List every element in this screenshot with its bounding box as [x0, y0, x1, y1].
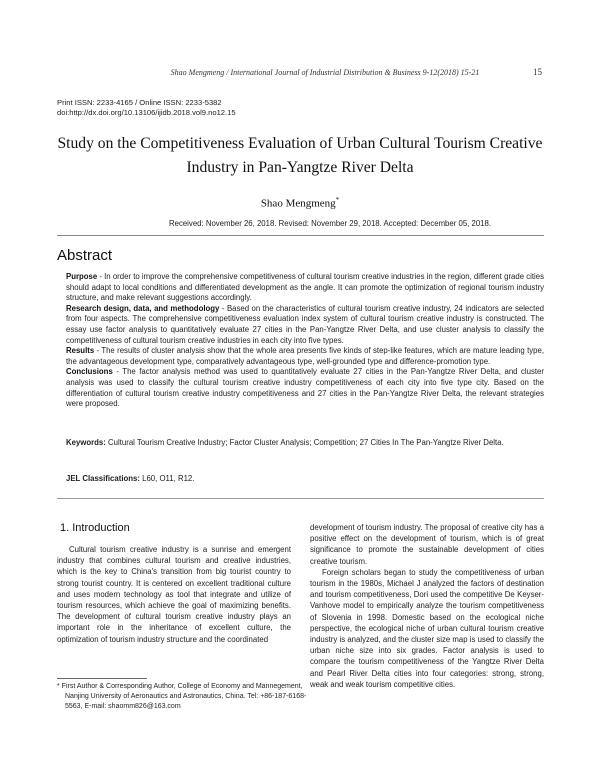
footnote-body: First Author & Corresponding Author, College of Economy and Mannegement, Nanjing University of Aeronautics and Astronautics, China. Tel: +86-187-6168-5563, E-mail: shaomm826@163.com	[59, 683, 307, 710]
conclusions-label: Conclusions	[66, 367, 113, 377]
purpose-text: - In order to improve the comprehensive competitiveness of cultural tourism creative industries in the region, different grade cities should adapt to local conditions and differentiated development as the angle. It can promote the optimization of regional tourism industry structure, and make relevant suggestions accordingly.	[66, 272, 544, 303]
author-line	[0, 196, 600, 210]
intro-paragraph: Foreign scholars began to study the competitiveness of urban tourism in the 1980s, Michael J analyzed the factors of destination and tourism competitiveness, Dori used the competitive De Keyser-Vanhove model to empirically analyze the tourism competitiveness of Slovenia in 1998. Domestic based on the ecological niche perspective, the ecological niche of urban cultural tourism creative industry is analyzed, and the cluster size map is used to classify the urban niche size into six grades. Factor analysis is used to compare the tourism competitiveness of the Yangtze River Delta and Pearl River Delta cities into four categories: strong, strong, weak and weak tourism competitive cities.	[310, 567, 544, 689]
divider	[57, 235, 544, 236]
running-header: Shao Mengmeng / International Journal of Industrial Distribution & Business 9-12(2018) 15-21	[170, 68, 480, 77]
abstract-heading: Abstract	[57, 247, 113, 264]
abstract-conclusions	[66, 367, 544, 409]
results-label: Results	[66, 346, 95, 356]
jel-label: JEL Classifications:	[66, 474, 140, 483]
footnote-text	[57, 682, 307, 712]
doi-link[interactable]: doi:http://dx.doi.org/10.13106/ijidb.2018.vol9.no12.15	[57, 108, 236, 117]
issn-line: Print ISSN: 2233-4165 / Online ISSN: 2233-5382	[57, 98, 222, 107]
keywords-label: Keywords:	[66, 438, 106, 447]
research-text: - Based on the characteristics of cultural tourism creative industry, 24 indicators are selected from four aspects. The comprehensive competitiveness evaluation index system of cultural tourism creative industry is constructed. The essay use factor analysis to quantitatively evaluate 27 cities in the Pan-Yangtze River Delta, and use cluster analysis to classify the competitiveness of cultural tourism creative industries in each city into five types.	[66, 303, 545, 345]
abstract-results	[66, 346, 544, 367]
intro-paragraph: development of tourism industry. The proposal of creative city has a positive effect on the development of tourism, which is of great significance to promote the sustainable development of cities creative tourism.	[310, 523, 544, 566]
submission-dates: Received: November 26, 2018. Revised: November 29, 2018. Accepted: December 05, 2018.	[168, 219, 492, 228]
paper-title	[40, 132, 560, 180]
results-text: - The results of cluster analysis show that the whole area presents five kinds of step-like features, which are mature leading type, the advantageous development type, comparatively advantageous type, well-grounded type and difference-promotion type.	[66, 346, 544, 366]
author-footnote-mark: *	[335, 196, 340, 204]
abstract-research	[66, 304, 544, 346]
page-number: 15	[533, 67, 542, 77]
footnote	[57, 682, 307, 712]
author-name: Shao Mengmeng	[260, 197, 336, 210]
identifiers-block	[57, 98, 236, 118]
introduction-heading: 1. Introduction	[60, 522, 130, 534]
footnote-divider	[57, 678, 147, 679]
abstract-purpose	[66, 272, 544, 304]
title-line-1: Study on the Competitiveness Evaluation of Urban Cultural Tourism Creative	[57, 135, 543, 152]
left-column	[57, 544, 291, 645]
intro-paragraph: Cultural tourism creative industry is a sunrise and emergent industry that combines cultural tourism and creative industries, which is the key to China's transition from big tourist country to strong tourist country. It is centered on excellent traditional culture and uses modern technology as tool that integrate and utilize of tourism resources, which achieve the goal of maximizing benefits. The development of cultural tourism creative industry plays an important role in the inheritance of excellent culture, the optimization of tourism industry structure and the coordinated	[57, 545, 291, 644]
purpose-label: Purpose	[66, 272, 98, 281]
jel-text: L60, O11, R12.	[139, 474, 195, 483]
research-label: Research design, data, and methodology	[66, 303, 220, 313]
conclusions-text: - The factor analysis method was used to quantitatively evaluate 27 cities in the Pan-Yangtze River Delta, and cluster analysis was used to classify the cultural tourism creative industry competitiveness of each city into five type city. Based on the differentiation of cultural tourism creative industry competitiveness and 27 cities in the Pan-Yangtze River Delta, the relevant strategies were proposed.	[66, 367, 544, 409]
abstract-body	[66, 272, 544, 410]
title-line-2: Industry in Pan-Yangtze River Delta	[186, 159, 414, 176]
divider	[57, 498, 544, 499]
right-column	[310, 522, 544, 690]
footnote-mark: *	[57, 683, 60, 690]
jel-classifications	[66, 474, 544, 483]
keywords	[66, 438, 544, 449]
keywords-text: Cultural Tourism Creative Industry; Factor Cluster Analysis; Competition; 27 Cities In The Pan-Yangtze River Delta.	[105, 438, 504, 447]
